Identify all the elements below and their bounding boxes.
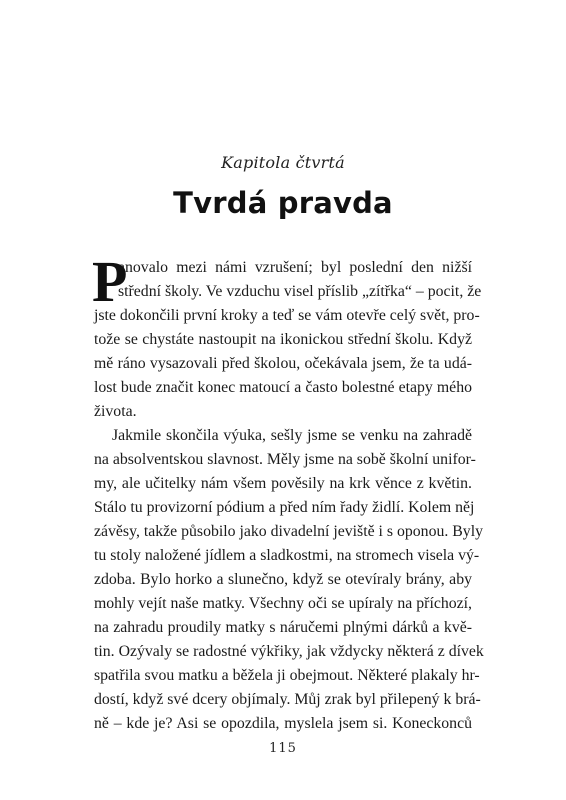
text-line: lost bude značit konec matoucí a často bolestné etapy mého [94,379,472,396]
chapter-title: Tvrdá pravda [173,186,393,220]
text-line: střední školy. Ve vzduchu visel příslib „zítřka“ – pocit, že [118,283,482,300]
text-line: mohly vejít naše matky. Všechny oči se upíraly na příchozí, [94,595,472,612]
text-line: Jakmile skončila výuka, sešly jsme se venku na zahradě [112,427,472,444]
text-line: my, ale učitelky nám všem pověsily na krk věnce z květin. [94,475,472,492]
text-line: anovalo mezi námi vzrušení; byl poslední den nižší [118,259,472,276]
page-number: 115 [269,741,297,756]
text-line: zdoba. Bylo horko a slunečno, když se otevíraly brány, aby [94,571,472,588]
text-line: tin. Ozývaly se radostné výkřiky, jak vždycky některá z dívek [94,643,484,660]
text-line: Stálo tu provizorní pódium a před ním řady židlí. Kolem něj [94,499,475,516]
text-line: na zahradu proudily matky s náručemi plnými dárků a kvě- [94,619,472,636]
text-line: na absolventskou slavnost. Měly jsme na sobě školní unifor- [94,451,476,468]
text-line: jste dokončili první kroky a teď se vám otevře celý svět, pro- [94,307,480,324]
text-line: mě ráno vysazovali před školou, očekávala jsem, že ta udá- [94,355,472,372]
chapter-label: Kapitola čtvrtá [221,153,345,172]
body-text [92,249,484,736]
text-line: závěsy, takže působilo jako divadelní jeviště i s oponou. Byly [94,523,483,540]
text-line: spatřila svou matku a běžela ji obejmout. Některé plakaly hr- [94,667,480,684]
drop-cap: P [92,249,128,314]
text-line: tu stoly naložené jídlem a sladkostmi, na stromech visela vý- [94,547,480,564]
text-line: života. [94,403,137,420]
text-line: ně – kde je? Asi se opozdila, myslela jsem si. Koneckonců [94,715,472,732]
text-line: dostí, když své dcery objímaly. Můj zrak byl přilepený k brá- [94,691,481,708]
text-line: tože se chystáte nastoupit na ikonickou střední školu. Když [94,331,472,348]
